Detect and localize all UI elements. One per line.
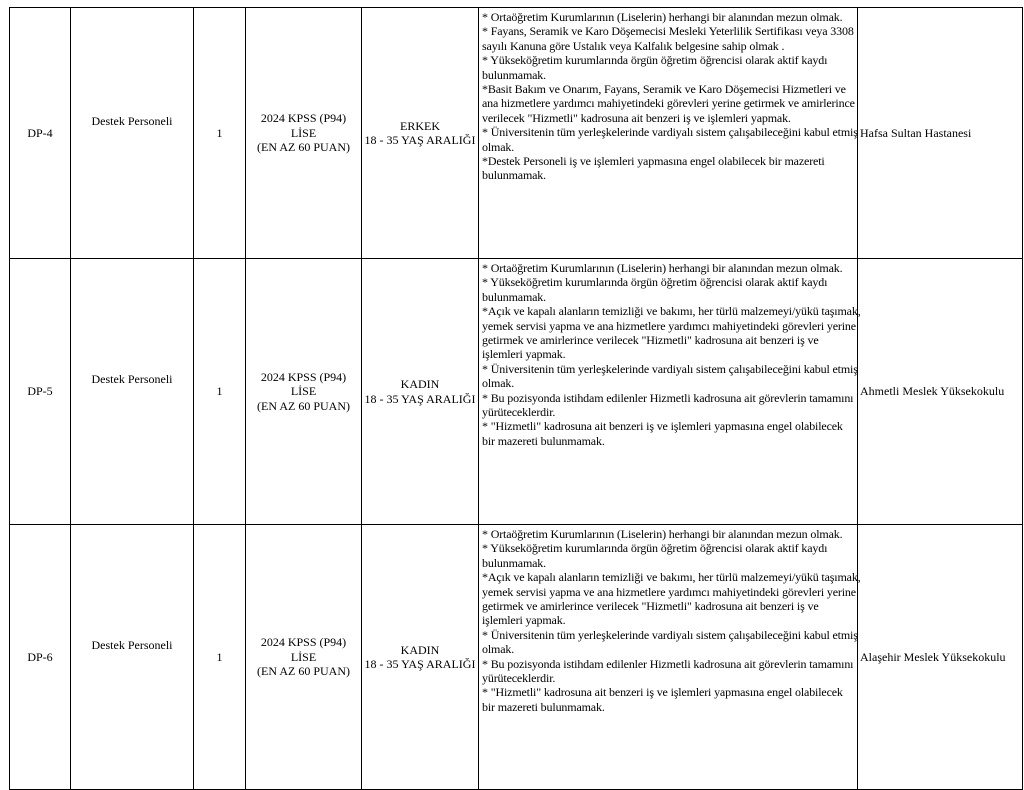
position-code: DP-4 — [27, 125, 53, 140]
qualification-line: * Ortaöğretim Kurumlarının (Liselerin) herhangi bir alanından mezun olmak. — [482, 261, 843, 275]
position-code: DP-6 — [27, 649, 53, 664]
qualification-line: bulunmamak. — [482, 67, 547, 82]
age-range: 18 - 35 YAŞ ARALIĞI — [364, 391, 476, 406]
kpss-line: 2024 KPSS (P94) — [260, 635, 347, 650]
qualifications-cell — [479, 525, 861, 790]
qualification-line: sayılı Kanuna göre Ustalık veya Kalfalık belgesine sahip olmak . — [482, 38, 785, 53]
gender-label: ERKEK — [400, 118, 440, 133]
qualification-line: bir mazereti bulunmamak. — [482, 699, 605, 714]
age-range: 18 - 35 YAŞ ARALIĞI — [364, 133, 476, 147]
qualification-line: * Yükseköğretim kurumlarında örgün öğretim öğrencisi olarak aktif kaydı — [482, 53, 828, 68]
kpss-line: 2024 KPSS (P94) — [260, 369, 347, 384]
position-count: 1 — [216, 384, 223, 399]
qualifications-cell — [479, 259, 861, 525]
qualifications-cell — [479, 8, 858, 259]
qualification-line: *Açık ve kapalı alanların temizliği ve bakımı, her türlü malzemeyi/yükü taşımak, — [482, 304, 861, 319]
qualification-line: * Yükseköğretim kurumlarında örgün öğretim öğrencisi olarak aktif kaydı — [482, 275, 828, 290]
kpss-line: (EN AZ 60 PUAN) — [257, 398, 350, 413]
gender-label: KADIN — [400, 377, 440, 392]
qualification-line: yemek servisi yapma ve ana hizmetlere yardımcı mahiyetindeki görevleri yerine — [482, 584, 856, 599]
qualification-line: * Ortaöğretim Kurumlarının (Liselerin) herhangi bir alanından mezun olmak. — [482, 10, 843, 24]
job-listing-table — [9, 7, 1023, 790]
qualification-line: *Destek Personeli iş ve işlemleri yapmasına engel olabilecek bir mazereti — [482, 153, 825, 168]
position-title-cell — [71, 259, 194, 525]
unit-name: Hafsa Sultan Hastanesi — [860, 125, 972, 140]
kpss-line: (EN AZ 60 PUAN) — [257, 664, 350, 679]
qualification-line: olmak. — [482, 642, 515, 657]
unit-name: Alaşehir Meslek Yüksekokulu — [860, 649, 1006, 664]
position-count: 1 — [216, 649, 223, 664]
kpss-requirement-cell — [246, 8, 362, 259]
qualification-line: bulunmamak. — [482, 289, 547, 304]
position-title-cell — [71, 525, 194, 790]
qualification-line: bir mazereti bulunmamak. — [482, 433, 605, 448]
position-code: DP-5 — [27, 384, 53, 399]
qualification-line: * Ortaöğretim Kurumlarının (Liselerin) herhangi bir alanından mezun olmak. — [482, 527, 843, 541]
qualification-line: *Açık ve kapalı alanların temizliği ve bakımı, her türlü malzemeyi/yükü taşımak, — [482, 570, 861, 585]
kpss-requirement-cell — [246, 259, 362, 525]
kpss-line: 2024 KPSS (P94) — [260, 111, 347, 126]
qualification-line: bulunmamak. — [482, 168, 547, 183]
qualification-line: işlemleri yapmak. — [482, 347, 566, 362]
qualification-line: * Üniversitenin tüm yerleşkelerinde vardiyalı sistem çalışabileceğini kabul etmiş — [482, 125, 858, 140]
qualification-line: * Fayans, Seramik ve Karo Döşemecisi Mesleki Yeterlilik Sertifikası veya 3308 — [482, 24, 854, 39]
qualification-line: * Üniversitenin tüm yerleşkelerinde vardiyalı sistem çalışabileceğini kabul etmiş — [482, 627, 858, 642]
kpss-line: LİSE — [290, 384, 317, 399]
kpss-line: (EN AZ 60 PUAN) — [257, 140, 350, 155]
qualification-line: getirmek ve amirlerince verilecek "Hizmetli" kadrosuna ait benzeri iş ve — [482, 332, 819, 347]
gender-label: KADIN — [400, 642, 440, 657]
age-range: 18 - 35 YAŞ ARALIĞI — [364, 657, 476, 671]
qualification-line: * Yükseköğretim kurumlarında örgün öğretim öğrencisi olarak aktif kaydı — [482, 541, 828, 556]
qualification-line: * "Hizmetli" kadrosuna ait benzeri iş ve işlemleri yapmasına engel olabilecek — [482, 419, 843, 434]
qualification-line: yürüteceklerdir. — [482, 670, 556, 685]
qualification-line: * Üniversitenin tüm yerleşkelerinde vardiyalı sistem çalışabileceğini kabul etmiş — [482, 361, 858, 376]
qualification-line: bulunmamak. — [482, 555, 547, 570]
position-count-cell — [194, 259, 246, 525]
position-title-cell — [71, 8, 194, 259]
qualification-line: yürüteceklerdir. — [482, 404, 556, 419]
qualification-line: *Basit Bakım ve Onarım, Fayans, Seramik ve Karo Döşemecisi Hizmetleri ve — [482, 81, 846, 96]
position-code-cell — [10, 259, 71, 525]
qualification-line: olmak. — [482, 139, 515, 154]
position-title: Destek Personeli — [91, 372, 173, 387]
position-code-cell — [10, 8, 71, 259]
qualification-line: * Bu pozisyonda istihdam edilenler Hizmetli kadrosuna ait görevlerin tamamını — [482, 390, 854, 405]
table-row — [10, 259, 1023, 525]
kpss-line: LİSE — [290, 649, 317, 664]
qualification-line: * "Hizmetli" kadrosuna ait benzeri iş ve işlemleri yapmasına engel olabilecek — [482, 685, 843, 700]
table-row — [10, 525, 1023, 790]
qualification-line: işlemleri yapmak. — [482, 613, 566, 628]
qualification-line: getirmek ve amirlerince verilecek "Hizmetli" kadrosuna ait benzeri iş ve — [482, 598, 819, 613]
unit-cell — [858, 8, 1023, 259]
position-count-cell — [194, 525, 246, 790]
position-title: Destek Personeli — [91, 637, 173, 652]
unit-cell — [858, 259, 1023, 525]
position-title: Destek Personeli — [91, 113, 173, 128]
gender-age-cell — [362, 8, 479, 259]
gender-age-cell — [362, 525, 479, 790]
position-count: 1 — [216, 125, 223, 140]
job-listing-body — [10, 8, 1023, 790]
qualification-line: yemek servisi yapma ve ana hizmetlere yardımcı mahiyetindeki görevleri yerine — [482, 318, 856, 333]
table-row — [10, 8, 1023, 259]
qualification-line: verilecek "Hizmetli" kadrosuna ait benzeri iş ve işlemleri yapmak. — [482, 110, 791, 125]
position-count-cell — [194, 8, 246, 259]
qualification-line: * Bu pozisyonda istihdam edilenler Hizmetli kadrosuna ait görevlerin tamamını — [482, 656, 854, 671]
unit-cell — [858, 525, 1023, 790]
kpss-line: LİSE — [290, 125, 317, 140]
gender-age-cell — [362, 259, 479, 525]
position-code-cell — [10, 525, 71, 790]
kpss-requirement-cell — [246, 525, 362, 790]
unit-name: Ahmetli Meslek Yüksekokulu — [860, 384, 1005, 399]
qualification-line: olmak. — [482, 376, 515, 391]
qualification-line: ana hizmetlere yardımcı mahiyetindeki görevleri yerine getirmek ve amirlerince — [482, 96, 855, 111]
